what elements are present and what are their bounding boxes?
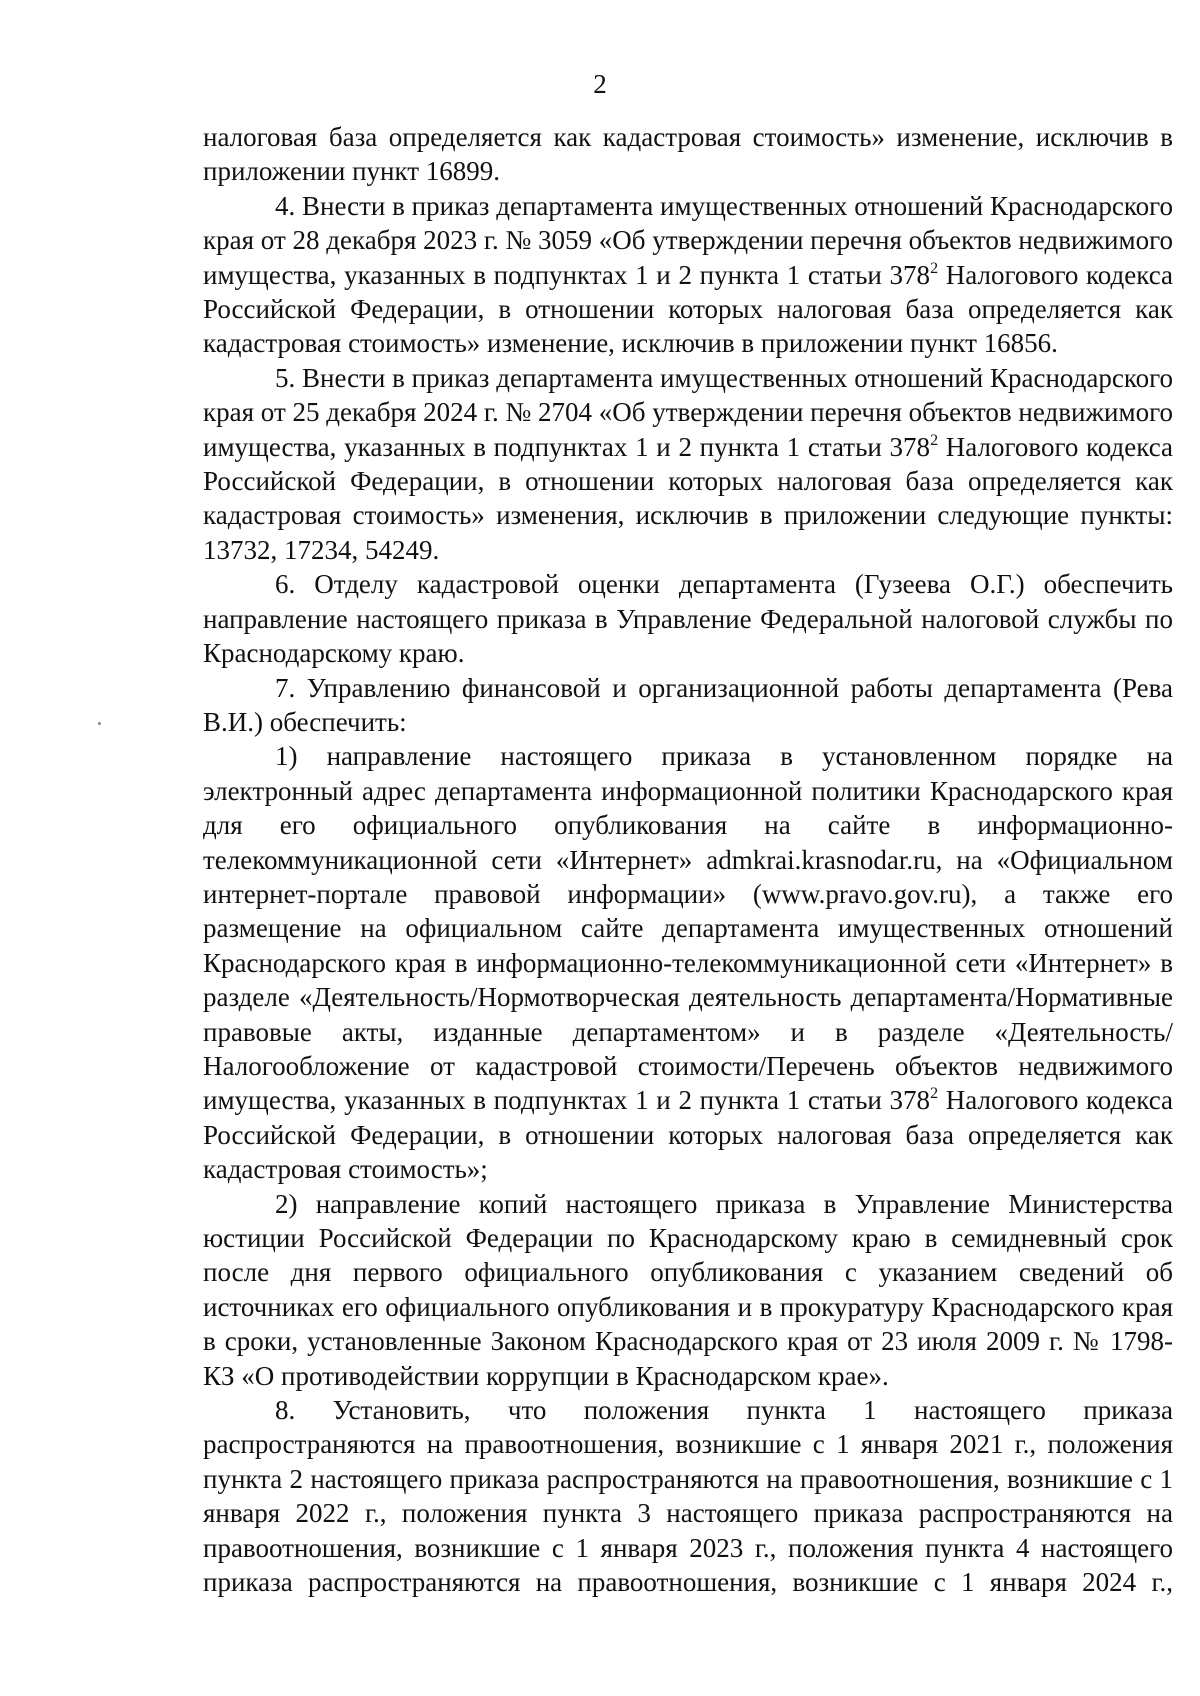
- paragraph-item-4-text-a: 4. Внести в приказ департамента имущественных отношений Краснодарского края от 28 декабря 2023 г. № 3059 «Об утверждении перечня объектов недвижимого имущества, указанных в подпунктах 1 и 2 пункта 1 статьи 378: [203, 190, 1173, 290]
- paragraph-item-7-2: 2) направление копий настоящего приказа в Управление Министерства юстиции Российской Федерации по Краснодарскому краю в семидневный срок после дня первого официального опубликования с указанием сведений об источниках его официального опубликования и в прокуратуру Краснодарского края в сроки, установленные Законом Краснодарского края от 23 июля 2009 г. № 1798-КЗ «О противодействии коррупции в Краснодарском крае».: [203, 1188, 1173, 1391]
- article-superscript: 2: [930, 431, 939, 449]
- paragraph-item-5-text-b: Налогового кодекса Российской Федерации, в отношении которых налоговая база определяется как кадастровая стоимость» изменения, исключив в приложении следующие пункты: 13732, 17234, 54249.: [203, 431, 1173, 565]
- article-superscript: 2: [930, 259, 939, 277]
- paragraph-item-5-text-a: 5. Внести в приказ департамента имущественных отношений Краснодарского края от 25 декабря 2024 г. № 2704 «Об утверждении перечня объектов недвижимого имущества, указанных в подпунктах 1 и 2 пункта 1 статьи 378: [203, 362, 1173, 462]
- paragraph-item-7-1-text-a: 1) направление настоящего приказа в установленном порядке на электронный адрес департамента информационной политики Краснодарского края для его официального опубликования на сайте в информационно-телекоммуникационной сети «Интернет» admkrai.krasnodar.ru, на «Официальном интернет-портале правовой информации» (www.pravo.gov.ru), а также его размещение на официальном сайте департамента имущественных отношений Краснодарского края в информационно-телекоммуникационной сети «Интернет» в разделе «Деятельность/Нормотворческая деятельность департамента/Нормативные правовые акты, изданные департаментом» и в разделе «Деятельность/ Налогообложение от кадастровой стоимости/Перечень объектов недвижимого имущества, указанных в подпунктах 1 и 2 пункта 1 статьи 378: [203, 741, 1173, 1116]
- page-number: 2: [593, 69, 607, 99]
- paragraph-item-5: [203, 361, 1173, 567]
- paragraph-continued: налоговая база определяется как кадастровая стоимость» изменение, исключив в приложении пункт 16899.: [203, 122, 1173, 187]
- paragraph-item-4: [203, 189, 1173, 361]
- paragraph-item-6: 6. Отделу кадастровой оценки департамента (Гузеева О.Г.) обеспечить направление настоящего приказа в Управление Федеральной налоговой службы по Краснодарскому краю.: [203, 569, 1173, 669]
- paragraph-item-4-text-b: Налогового кодекса Российской Федерации, в отношении которых налоговая база определяется как кадастровая стоимость» изменение, исключив в приложении пункт 16856.: [203, 259, 1173, 359]
- paragraph-item-7-1-text-b: Налогового кодекса Российской Федерации, в отношении которых налоговая база определяется как кадастровая стоимость»;: [203, 1085, 1173, 1185]
- article-superscript: 2: [930, 1085, 939, 1103]
- paragraph-item-7: 7. Управлению финансовой и организационной работы департамента (Рева В.И.) обеспечить:: [203, 672, 1173, 737]
- document-body: [203, 120, 1173, 1599]
- scan-speck: [98, 722, 101, 725]
- paragraph-item-8: 8. Установить, что положения пункта 1 настоящего приказа распространяются на правоотношения, возникшие с 1 января 2021 г., положения пункта 2 настоящего приказа распространяются на правоотношения, возникшие с 1 января 2022 г., положения пункта 3 настоящего приказа распространяются на правоотношения, возникшие с 1 января 2023 г., положения пункта 4 настоящего приказа распространяются на правоотношения, возникшие с 1 января 2024 г.,: [203, 1395, 1173, 1598]
- paragraph-item-7-1: [203, 739, 1173, 1186]
